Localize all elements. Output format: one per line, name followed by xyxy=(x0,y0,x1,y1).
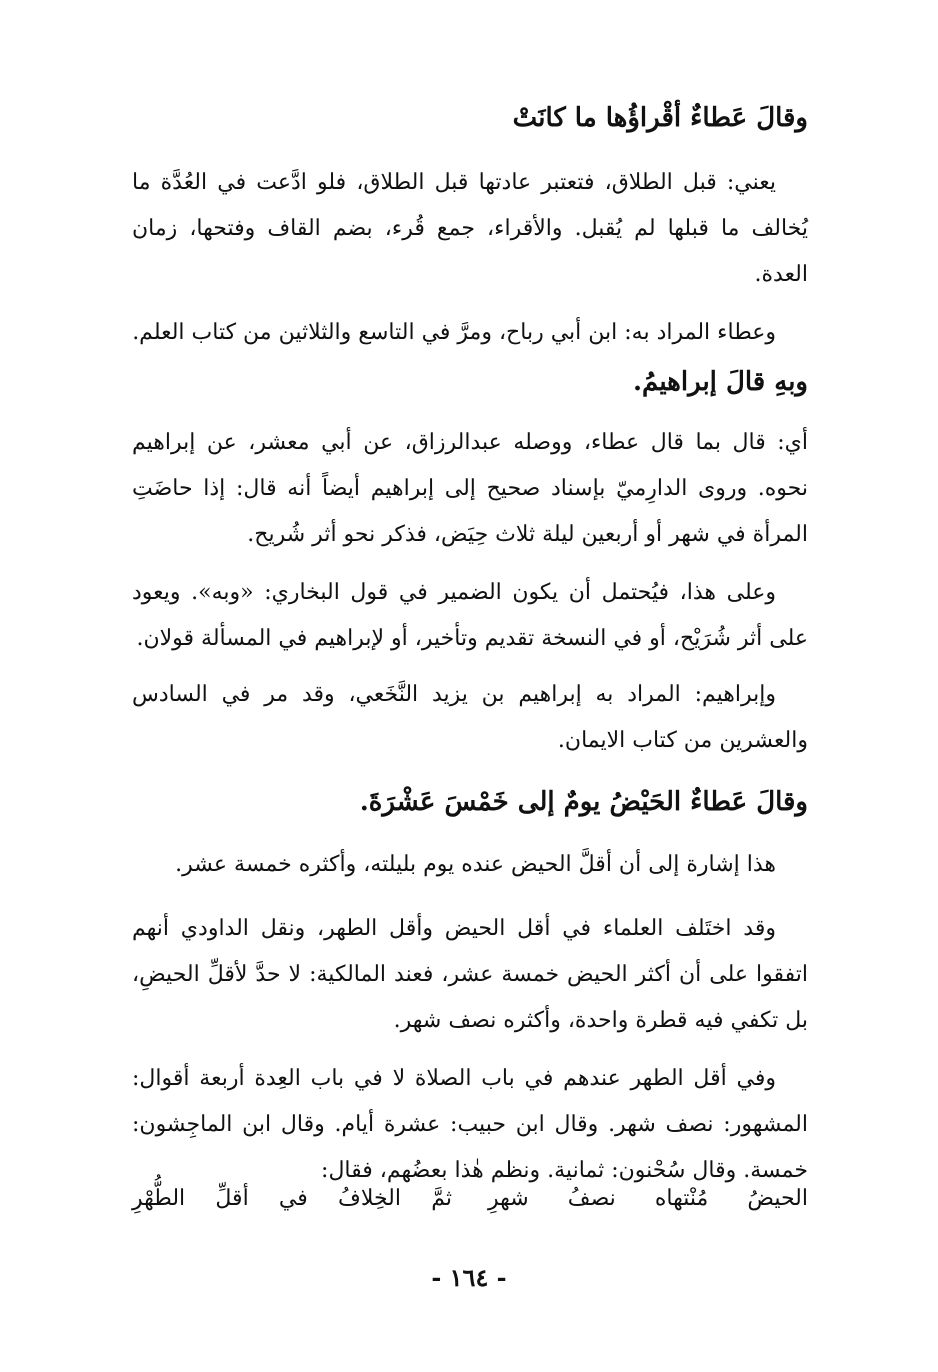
heading-ibrahim: وبهِ قالَ إبراهيمُ. xyxy=(632,367,808,397)
paragraph-pronoun: وعلى هذا، فيُحتمل أن يكون الضمير في قول البخاري: «وبه». ويعود على أثر شُرَيْح، أو في النسخة تقديم وتأخير، أو لإبراهيم في المسألة قولان. xyxy=(132,580,808,651)
paragraph-min-hayd: هذا إشارة إلى أن أقلَّ الحيض عنده يوم بليلته، وأكثره خمسة عشر. xyxy=(175,852,776,877)
heading-ata-aqra: وقالَ عَطاءٌ أقْراؤُها ما كانَتْ xyxy=(512,103,808,133)
paragraph-scholars-differ: وقد اختَلف العلماء في أقل الحيض وأقل الطهر، ونقل الداودي أنهم اتفقوا على أن أكثر الحيض خمسة عشر، فعند المالكية: لا حدَّ لأقلِّ الحيضِ، بل تكفي فيه قطرة واحدة، وأكثره نصف شهر. xyxy=(132,916,808,1033)
paragraph-min-tuhr: وفي أقل الطهر عندهم في باب الصلاة لا في باب العِدة أربعة أقوال: المشهور: نصف شهر. وقال ابن حبيب: عشرة أيام. وقال ابن الماجِشون: خمسة. وقال سُحْنون: ثمانية. ونظم هٰذا بعضُهم، فقال: xyxy=(132,1066,808,1183)
heading-ata-hayd: وقالَ عَطاءٌ الحَيْضُ يومٌ إلى خَمْسَ عَشْرَةَ. xyxy=(359,787,808,817)
poetry-verse xyxy=(132,1176,808,1222)
paragraph-ibrahim-nakhai: وإبراهيم: المراد به إبراهيم بن يزيد النَّخَعي، وقد مر في السادس والعشرين من كتاب الايمان. xyxy=(132,682,808,753)
verse-first-hemistich: الحيضُ مُنْتهاه نصفُ شهرِ xyxy=(488,1186,808,1211)
page-number: - ١٦٤ - xyxy=(431,1263,507,1292)
paragraph-ibrahim-narration: أي: قال بما قال عطاء، ووصله عبدالرزاق، عن أبي معشر، عن إبراهيم نحوه. وروى الدارِميّ بإسناد صحيح إلى إبراهيم أيضاً أنه قال: إذا حاضَتِ المرأة في شهر أو أربعين ليلة ثلاث حِيَض، فذكر نحو أثر شُريح. xyxy=(132,430,808,547)
paragraph-talaq: يعني: قبل الطلاق، فتعتبر عادتها قبل الطلاق، فلو ادَّعت في العُدَّة ما يُخالف ما قبلها لم يُقبل. والأقراء، جمع قُرء، بضم القاف وفتحها، زمان العدة. xyxy=(132,170,808,287)
verse-second-hemistich: ثمَّ الخِلافُ في أقلِّ الطُّهْرِ xyxy=(132,1186,452,1211)
paragraph-ata-identity: وعطاء المراد به: ابن أبي رباح، ومرَّ في التاسع والثلاثين من كتاب العلم. xyxy=(132,320,776,345)
